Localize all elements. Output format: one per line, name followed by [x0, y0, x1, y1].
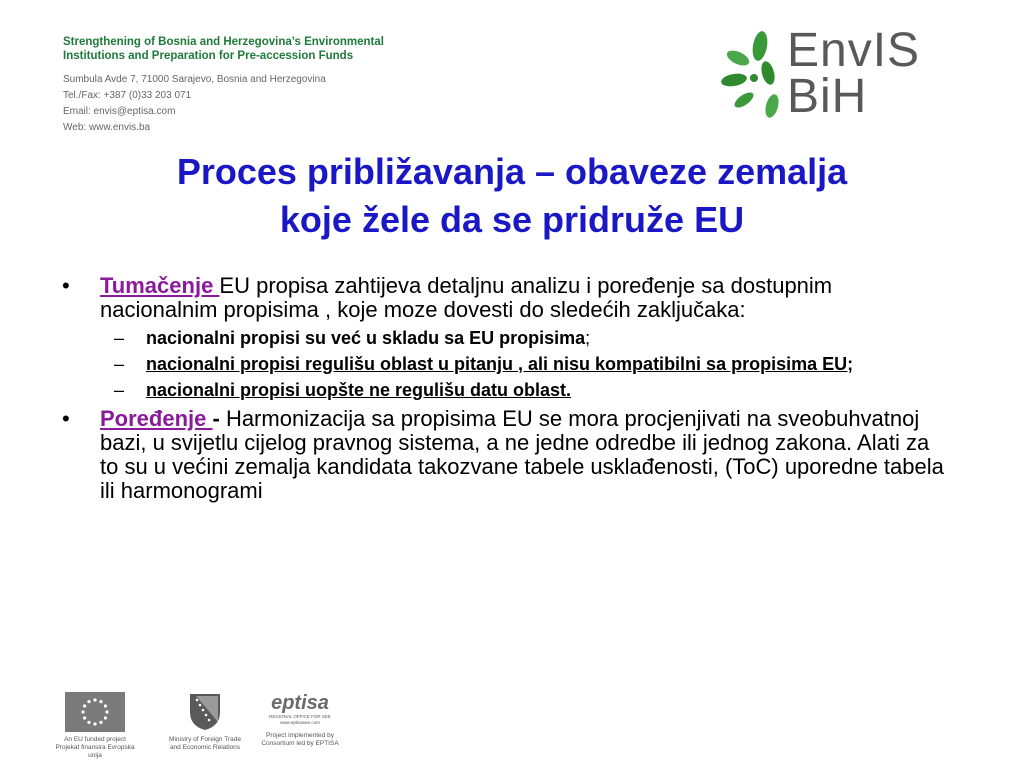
- bullet-text: EU propisa zahtijeva detaljnu analizu i poređenje sa dostupnim nacionalnim propisima , koje moze dovesti do sledećih zaključaka:: [100, 273, 833, 322]
- sub-item: [60, 381, 950, 400]
- slide-title: [40, 148, 984, 244]
- dash-marker: –: [114, 380, 125, 400]
- logo-text: [787, 24, 921, 123]
- organization-line-2: Institutions and Preparation for Pre-accession Funds: [63, 50, 354, 62]
- bullet-term: Tumačenje: [100, 273, 220, 298]
- logo-line-2: BiH: [787, 70, 868, 123]
- coat-of-arms-icon: [188, 692, 222, 732]
- sub-item: [60, 355, 950, 374]
- eptisa-caption-1: Project implemented by: [266, 732, 334, 739]
- envis-bih-logo: [720, 24, 970, 128]
- eu-caption-2: Projekat finansira Evropska unija: [55, 744, 135, 759]
- mfa-caption-2: and Economic Relations: [169, 744, 241, 751]
- eptisa-logo: eptisa: [271, 692, 329, 714]
- sub-item: [60, 329, 950, 348]
- eu-logo-block: [55, 692, 135, 760]
- mfa-logo-block: [160, 692, 250, 752]
- eptisa-sub-1: REGIONAL OFFICE FOR SEE: [269, 714, 331, 719]
- mfa-caption-1: Ministry of Foreign Trade: [169, 736, 241, 743]
- website: Web: www.envis.ba: [63, 122, 151, 133]
- eu-flag-icon: [65, 692, 125, 732]
- email: Email: envis@eptisa.com: [63, 106, 176, 117]
- leaf-icon: [720, 28, 790, 128]
- eu-caption-1: An EU funded project: [64, 736, 126, 743]
- phone: Tel./Fax: +387 (0)33 203 071: [63, 90, 192, 101]
- slide-content: [60, 274, 950, 505]
- footer-logos: [55, 692, 375, 762]
- title-line-2: koje žele da se pridruže EU: [279, 199, 745, 240]
- bullet-item: [60, 274, 950, 322]
- address: Sumbula Avde 7, 71000 Sarajevo, Bosnia and Herzegovina: [63, 74, 326, 85]
- organization-line-1: Strengthening of Bosnia and Herzegovina’s Environmental: [63, 36, 384, 48]
- bullet-term: Poređenje: [100, 406, 213, 431]
- bullet-text: Harmonizacija sa propisima EU se mora procjenjivati na sveobuhvatnoj bazi, u svijetlu cijelog pravnog sistema, a ne jedne odredbe ili jednog zakona. Alati za to su u većini zemalja kandidata takozvane tabele usklađenosti, (ToC) uporedne tabela ili harmonogrami: [100, 406, 944, 503]
- organization-name: [63, 35, 384, 63]
- sub-item-suffix: ;: [585, 328, 591, 348]
- bullet-marker: •: [62, 273, 70, 298]
- logo-line-1: EnvIS: [787, 24, 921, 77]
- bullet-separator: -: [212, 406, 226, 431]
- bullet-marker: •: [62, 406, 70, 431]
- sub-item-text: nacionalni propisi regulišu oblast u pitanju , ali nisu kompatibilni sa propisima EU;: [146, 354, 854, 374]
- title-line-1: Proces približavanja – obaveze zemalja: [176, 151, 848, 192]
- dash-marker: –: [114, 354, 125, 374]
- eptisa-logo-block: [255, 692, 345, 748]
- sub-item-text: nacionalni propisi uopšte ne regulišu datu oblast.: [146, 380, 572, 400]
- sub-item-text: nacionalni propisi su već u skladu sa EU propisima: [146, 328, 586, 348]
- bullet-item: [60, 407, 950, 503]
- contact-block: [63, 72, 326, 136]
- eptisa-caption-2: Consortium led by EPTISA: [261, 740, 339, 747]
- dash-marker: –: [114, 328, 125, 348]
- eptisa-sub-2: www.eptisasee.com: [280, 720, 320, 725]
